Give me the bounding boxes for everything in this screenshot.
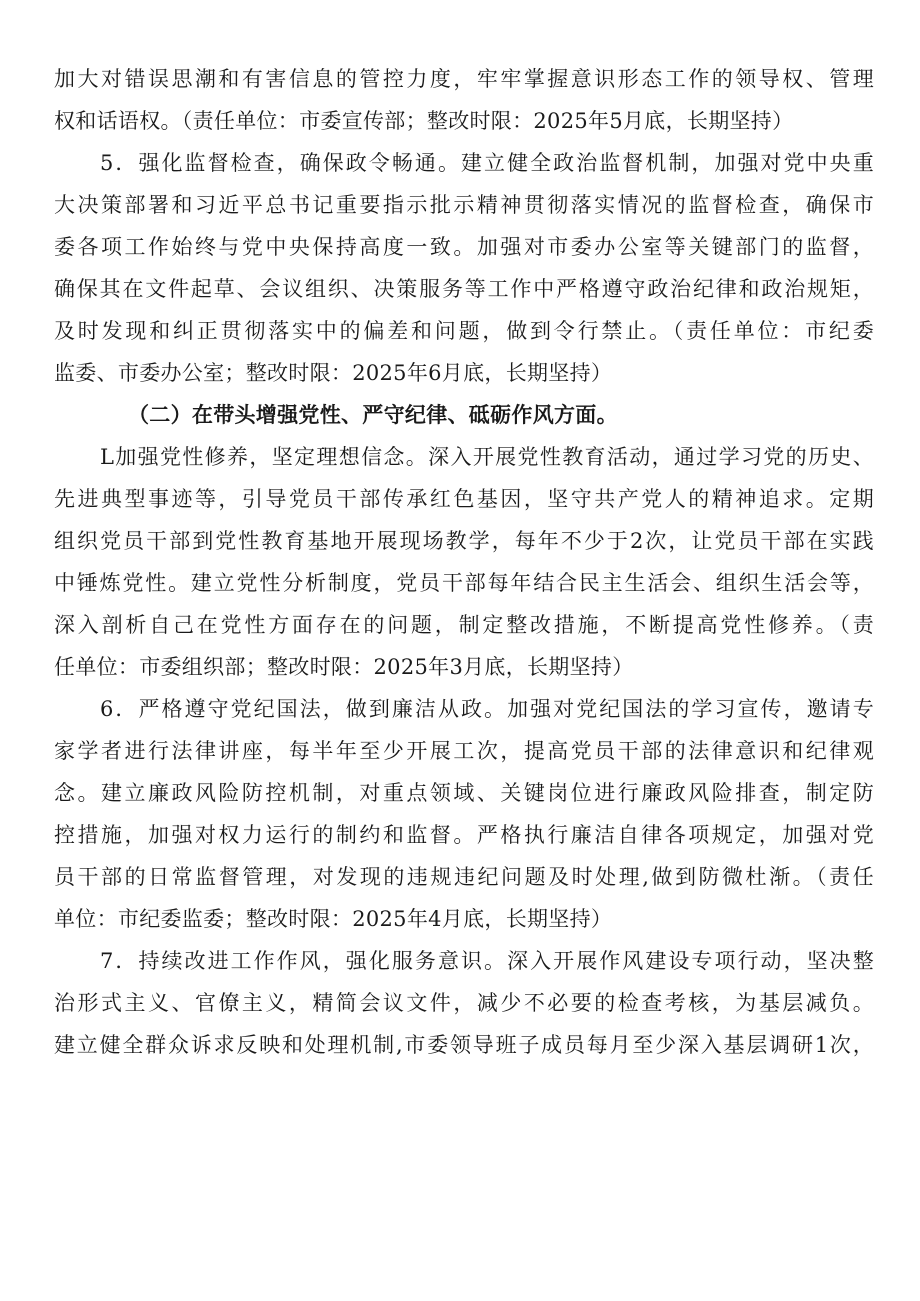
text-line: 委各项工作始终与党中央保持高度一致。加强对市委办公室等关键部门的监督， xyxy=(54,235,874,259)
text-line: 中锤炼党性。建立党性分析制度，党员干部每年结合民主生活会、组织生活会等， xyxy=(54,571,874,595)
text-line: 单位：市纪委监委；整改时限：2025年4月底，长期坚持） xyxy=(54,907,613,931)
text-line: 及时发现和纠正贯彻落实中的偏差和问题，做到令行禁止。（责任单位：市纪委 xyxy=(54,319,874,343)
paragraph-7-start: 7．持续改进工作作风，强化服务意识。深入开展作风建设专项行动，坚决整 xyxy=(100,949,874,973)
text-line: 确保其在文件起草、会议组织、决策服务等工作中严格遵守政治纪律和政治规矩， xyxy=(54,277,874,301)
text-line: 权和话语权。（责任单位：市委宣传部；整改时限：2025年5月底，长期坚持） xyxy=(54,109,794,133)
text-line: 建立健全群众诉求反映和处理机制,市委领导班子成员每月至少深入基层调研1次， xyxy=(54,1033,874,1057)
text-line: 治形式主义、官僚主义，精简会议文件，减少不必要的检查考核，为基层减负。 xyxy=(54,991,874,1015)
section-heading: （二）在带头增强党性、严守纪律、砥砺作风方面。 xyxy=(128,403,618,427)
text-line: 大决策部署和习近平总书记重要指示批示精神贯彻落实情况的监督检查，确保市 xyxy=(54,193,874,217)
paragraph-6-start: 6．严格遵守党纪国法，做到廉洁从政。加强对党纪国法的学习宣传，邀请专 xyxy=(100,697,874,721)
text-line: 加大对错误思潮和有害信息的管控力度，牢牢掌握意识形态工作的领导权、管理 xyxy=(54,67,874,91)
text-line: 念。建立廉政风险防控机制，对重点领域、关键岗位进行廉政风险排查，制定防 xyxy=(54,781,874,805)
text-line: 员干部的日常监督管理，对发现的违规违纪问题及时处理,做到防微杜渐。（责任 xyxy=(54,865,874,889)
text-line: 深入剖析自己在党性方面存在的问题，制定整改措施，不断提高党性修养。（责 xyxy=(54,613,874,637)
text-line: 家学者进行法律讲座，每半年至少开展工次，提高党员干部的法律意识和纪律观 xyxy=(54,739,874,763)
text-line: 任单位：市委组织部；整改时限：2025年3月底，长期坚持） xyxy=(54,655,634,679)
text-line: 监委、市委办公室；整改时限：2025年6月底，长期坚持） xyxy=(54,361,613,385)
document-body xyxy=(54,58,874,1066)
text-line: 控措施，加强对权力运行的制约和监督。严格执行廉洁自律各项规定，加强对党 xyxy=(54,823,874,847)
paragraph-5-start: 5．强化监督检查，确保政令畅通。建立健全政治监督机制，加强对党中央重 xyxy=(100,151,874,175)
text-line: 组织党员干部到党性教育基地开展现场教学，每年不少于2次，让党员干部在实践 xyxy=(54,529,874,553)
paragraph-1-start: L加强党性修养，坚定理想信念。深入开展党性教育活动，通过学习党的历史、 xyxy=(100,445,874,469)
text-line: 先进典型事迹等，引导党员干部传承红色基因，坚守共产党人的精神追求。定期 xyxy=(54,487,874,511)
